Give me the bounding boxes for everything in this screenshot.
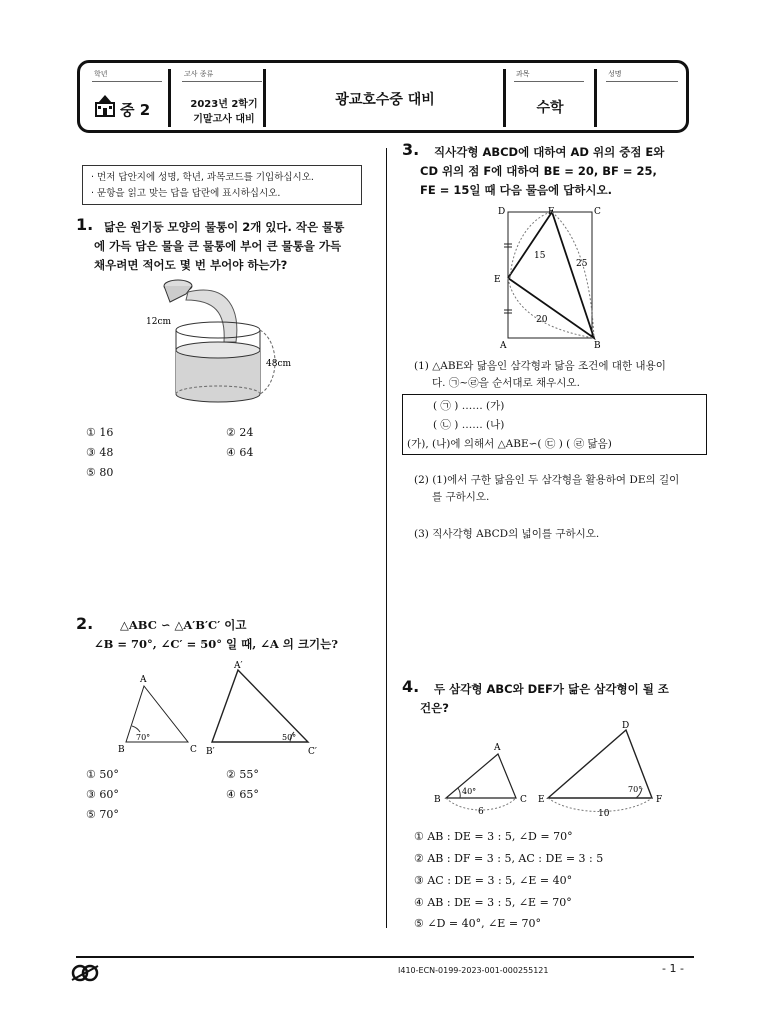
publisher-logo-icon <box>70 962 100 987</box>
column-divider <box>386 148 387 928</box>
choice-3[interactable]: ③ 60° <box>86 788 119 801</box>
vertex-B-prime: B′ <box>206 747 215 757</box>
length-6: 6 <box>478 807 484 817</box>
instructions-box <box>82 165 362 205</box>
choice-5[interactable]: ⑤ ∠D = 40°, ∠E = 70° <box>414 917 542 930</box>
question-line: 에 가득 담은 물을 큰 물통에 부어 큰 물통을 가득 <box>94 239 342 253</box>
vertex-D: D <box>498 207 506 217</box>
sub-line: 다. ㉠~㉣을 순서대로 채우시오. <box>432 377 580 389</box>
question-3-sub3: (3) 직사각형 ABCD의 넓이를 구하시오. <box>414 528 600 540</box>
vertex-F: F <box>548 207 555 217</box>
vertex-B: B <box>594 341 601 351</box>
divider <box>182 81 262 82</box>
exam-term: 2023년 2학기 <box>190 99 258 110</box>
footer-divider <box>76 956 694 958</box>
vertex-C: C <box>190 745 197 755</box>
vertex-A: A <box>140 675 147 685</box>
question-3-text <box>420 143 702 200</box>
divider <box>92 81 162 82</box>
rectangle-figure <box>490 202 610 352</box>
choice-4[interactable]: ④ AB : DE = 3 : 5, ∠E = 70° <box>414 896 572 909</box>
choice-2[interactable]: ② 24 <box>226 426 254 439</box>
choice-1[interactable]: ① 50° <box>86 768 119 781</box>
question-line: CD 위의 점 F에 대하여 BE = 20, BF = 25, <box>420 164 657 178</box>
box-line-1: ( ㉠ ) …… (가) <box>433 400 505 412</box>
question-3-number: 3. <box>402 140 420 159</box>
question-3-sub2 <box>414 472 704 506</box>
sub-line: (2) (1)에서 구한 닮음인 두 삼각형을 활용하여 DE의 길이 <box>414 474 680 486</box>
question-line: 건은? <box>420 701 449 715</box>
vertex-C: C <box>520 795 527 805</box>
vertex-E: E <box>494 275 501 285</box>
question-line: △ABC ∽ △A′B′C′ 이고 <box>120 618 247 632</box>
choice-4[interactable]: ④ 65° <box>226 788 259 801</box>
exam-title: 광교호수중 대비 <box>335 92 435 108</box>
question-3-sub1 <box>414 358 704 392</box>
question-4-text <box>420 680 702 718</box>
question-line: 채우려면 적어도 몇 번 부어야 하는가? <box>94 258 288 272</box>
subject-value: 수학 <box>536 100 564 116</box>
length-25: 25 <box>576 259 588 269</box>
question-line: ∠B = 70°, ∠C′ = 50° 일 때, ∠A 의 크기는? <box>94 637 338 651</box>
length-10: 10 <box>598 809 610 818</box>
question-4-number: 4. <box>402 677 420 696</box>
exam-type: 기말고사 대비 <box>193 114 255 125</box>
vertex-D: D <box>622 721 630 731</box>
question-line: 직사각형 ABCD에 대하여 AD 위의 중점 E와 <box>434 145 665 159</box>
choice-3[interactable]: ③ AC : DE = 3 : 5, ∠E = 40° <box>414 874 573 887</box>
vertex-A: A <box>500 341 507 351</box>
length-15: 15 <box>534 251 546 261</box>
question-1-text <box>94 218 374 275</box>
choice-4[interactable]: ④ 64 <box>226 446 254 459</box>
vertex-A-prime: A′ <box>234 661 243 671</box>
subject-label: 과목 <box>516 70 530 78</box>
choice-2[interactable]: ② 55° <box>226 768 259 781</box>
instruction-line: · 먼저 답안지에 성명, 학년, 과목코드를 기입하십시오. <box>91 172 314 183</box>
answer-box <box>402 394 707 455</box>
divider <box>514 81 584 82</box>
angle-70: 70° <box>136 733 151 742</box>
similar-triangles-figure <box>112 660 332 760</box>
label-12cm: 12cm <box>146 317 172 327</box>
choice-1[interactable]: ① AB : DE = 3 : 5, ∠D = 70° <box>414 830 573 843</box>
vertex-E: E <box>538 795 545 805</box>
divider <box>594 69 597 127</box>
length-20: 20 <box>536 315 548 325</box>
label-48cm: 48cm <box>266 359 292 369</box>
question-2-text <box>94 616 376 654</box>
divider <box>503 69 506 127</box>
vertex-C-prime: C′ <box>308 747 317 757</box>
question-line: 닮은 원기둥 모양의 물통이 2개 있다. 작은 물통 <box>104 220 345 234</box>
angle-70: 70° <box>628 785 643 794</box>
sub-line: (1) △ABE와 닮음인 삼각형과 닮음 조건에 대한 내용이 <box>414 360 666 372</box>
divider <box>263 69 266 127</box>
angle-40: 40° <box>462 787 477 796</box>
document-code: I410-ECN-0199-2023-001-000255121 <box>398 966 549 975</box>
choice-5[interactable]: ⑤ 80 <box>86 466 114 479</box>
instruction-line: · 문항을 읽고 맞는 답을 답란에 표시하십시오. <box>91 188 281 199</box>
grade-value: 중 2 <box>120 101 151 119</box>
box-line-3: (가), (나)에 의해서 △ABE∽( ㉢ ) ( ㉣ 닮음) <box>407 438 612 450</box>
triangles-ABC-DEF-figure <box>432 718 672 818</box>
choice-1[interactable]: ① 16 <box>86 426 114 439</box>
vertex-F: F <box>656 795 663 805</box>
vertex-B: B <box>434 795 441 805</box>
school-icon <box>92 93 118 122</box>
question-line: 두 삼각형 ABC와 DEF가 닮은 삼각형이 될 조 <box>434 682 669 696</box>
box-line-2: ( ㉡ ) …… (나) <box>433 419 505 431</box>
vertex-A: A <box>494 743 501 753</box>
exam-type-label: 고사 종류 <box>184 70 214 78</box>
exam-header <box>77 60 689 133</box>
vertex-B: B <box>118 745 125 755</box>
sub-line: 를 구하시오. <box>432 491 490 503</box>
page-number: - 1 - <box>662 962 684 975</box>
angle-50: 50° <box>282 733 297 742</box>
choice-5[interactable]: ⑤ 70° <box>86 808 119 821</box>
choice-3[interactable]: ③ 48 <box>86 446 114 459</box>
divider <box>606 81 678 82</box>
grade-label: 학년 <box>94 70 108 78</box>
name-label: 성명 <box>608 70 622 78</box>
cylinder-figure <box>140 272 300 412</box>
question-1-number: 1. <box>76 215 94 234</box>
choice-2[interactable]: ② AB : DF = 3 : 5, AC : DE = 3 : 5 <box>414 852 604 865</box>
divider <box>168 69 171 127</box>
vertex-C: C <box>594 207 601 217</box>
question-2-number: 2. <box>76 614 94 633</box>
question-line: FE = 15일 때 다음 물음에 답하시오. <box>420 183 612 197</box>
